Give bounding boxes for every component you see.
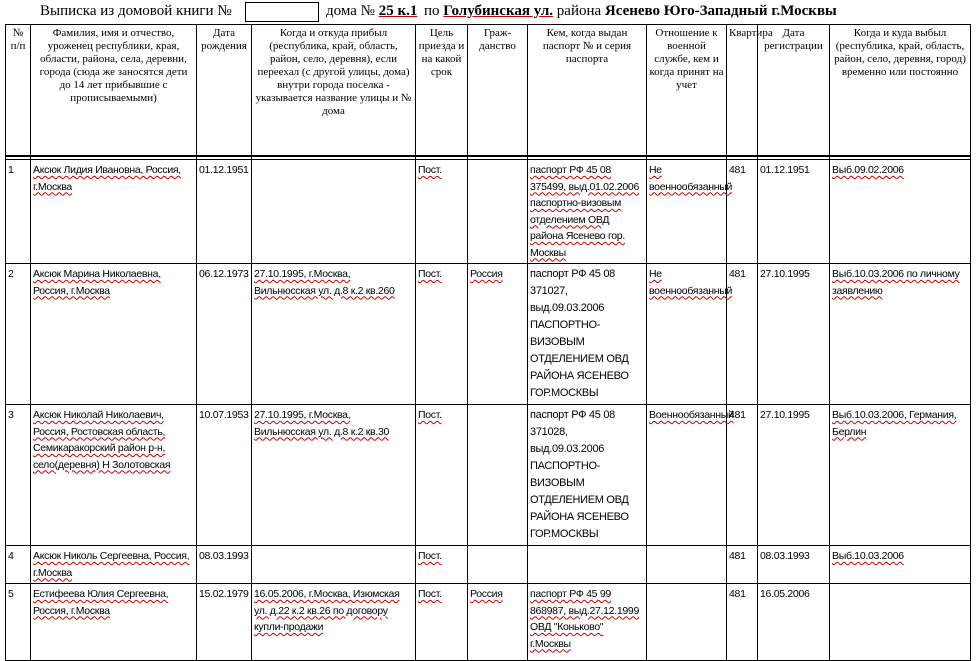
citizenship: Россия — [468, 264, 528, 405]
resident-name: Аксюк Лидия Ивановна, Россия, г.Москва — [31, 160, 197, 264]
resident-name: Аксюк Марина Николаевна, Россия, г.Москва — [31, 264, 197, 405]
military-status: Не военнообязанный — [647, 264, 727, 405]
registration-date: 01.12.1951 — [758, 160, 830, 264]
document-header — [0, 0, 977, 24]
col-name: Фамилия, имя и отчество, уроженец республики, края, области, района, села, деревни, города (сюда же заносятся дети до 14 лет прибывшие с прописываемыми) — [31, 25, 197, 157]
apartment: 481 — [727, 160, 758, 264]
row-number: 4 — [6, 546, 31, 584]
passport-info — [528, 546, 647, 584]
header-prefix: Выписка из домовой книги № — [40, 3, 232, 19]
record-number-box — [245, 2, 319, 22]
street-name: Голубинская ул. — [443, 3, 554, 19]
arrived-from: 16.05.2006, г.Москва, Изюмская ул. д.22 к.2 кв.26 по договору купли-продажи — [252, 584, 416, 661]
citizenship — [468, 160, 528, 264]
birth-date: 06.12.1973 — [197, 264, 252, 405]
citizenship — [468, 405, 528, 546]
arrival-goal: Пост. — [416, 405, 468, 546]
military-status: Военнообязанный — [647, 405, 727, 546]
arrival-goal: Пост. — [416, 160, 468, 264]
birth-date: 15.02.1979 — [197, 584, 252, 661]
table-row — [6, 160, 971, 264]
col-registration: Дата регистрации — [758, 25, 830, 157]
district-name: Ясенево Юго-Западный г.Москвы — [604, 3, 837, 19]
arrival-goal: Пост. — [416, 584, 468, 661]
passport-info: паспорт РФ 45 08 371027, выд.09.03.2006 ПАСПОРТНО-ВИЗОВЫМ ОТДЕЛЕНИЕМ ОВД РАЙОНА ЯСЕНЕВО ГОР.МОСКВЫ — [528, 264, 647, 405]
row-number: 1 — [6, 160, 31, 264]
apartment: 481 — [727, 264, 758, 405]
citizenship: Россия — [468, 584, 528, 661]
registration-date: 27.10.1995 — [758, 264, 830, 405]
resident-name: Естифеева Юлия Сергеевна, Россия, г.Москва — [31, 584, 197, 661]
col-departed: Когда и куда выбыл (республика, край, область, район, село, деревня, город) временно или постоянно — [830, 25, 971, 157]
birth-date: 08.03.1993 — [197, 546, 252, 584]
departed-info: Выб.10.03.2006, Германия, Берлин — [830, 405, 971, 546]
col-passport: Кем, когда выдан паспорт № и серия паспорта — [528, 25, 647, 157]
arrival-goal: Пост. — [416, 546, 468, 584]
military-status — [647, 584, 727, 661]
district-label: района — [556, 3, 602, 19]
military-status: Не военнообязанный — [647, 160, 727, 264]
table-row — [6, 584, 971, 661]
table-row — [6, 264, 971, 405]
arrival-goal: Пост. — [416, 264, 468, 405]
col-number: № п/п — [6, 25, 31, 157]
col-dob: Дата рождения — [197, 25, 252, 157]
row-number: 2 — [6, 264, 31, 405]
resident-name: Аксюк Николай Николаевич, Россия, Ростовская область, Семикаракорский район р-н, село(деревня) Н Золотовская — [31, 405, 197, 546]
arrived-from: 27.10.1995, г.Москва, Вильнюсская ул. д.8 к.2 кв.30 — [252, 405, 416, 546]
col-goal: Цель приезда и на какой срок — [416, 25, 468, 157]
arrived-from: 27.10.1995, г.Москва, Вильнюсская ул. д.8 к.2 кв.260 — [252, 264, 416, 405]
col-citizenship: Граж-данство — [468, 25, 528, 157]
resident-name: Аксюк Николь Сергеевна, Россия, г.Москва — [31, 546, 197, 584]
col-military: Отношение к военной службе, кем и когда принят на учет — [647, 25, 727, 157]
apartment: 481 — [727, 405, 758, 546]
header-house — [326, 3, 417, 20]
table-row — [6, 546, 971, 584]
citizenship — [468, 546, 528, 584]
arrived-from — [252, 546, 416, 584]
registration-date: 16.05.2006 — [758, 584, 830, 661]
street-prefix: по — [424, 3, 440, 19]
departed-info — [830, 584, 971, 661]
table-header-row — [6, 25, 971, 157]
passport-info: паспорт РФ 45 08 375499, выд.01.02.2006 паспортно-визовым отделением ОВД района Ясенево гор. Москвы — [528, 160, 647, 264]
house-number: 25 к.1 — [378, 3, 418, 19]
departed-info: Выб.10.03.2006 по личному заявлению — [830, 264, 971, 405]
departed-info: Выб.09.02.2006 — [830, 160, 971, 264]
departed-info: Выб.10.03.2006 — [830, 546, 971, 584]
table-row — [6, 405, 971, 546]
birth-date: 10.07.1953 — [197, 405, 252, 546]
row-number: 3 — [6, 405, 31, 546]
registration-date: 08.03.1993 — [758, 546, 830, 584]
arrived-from — [252, 160, 416, 264]
military-status — [647, 546, 727, 584]
apartment: 481 — [727, 546, 758, 584]
passport-info: паспорт РФ 45 08 371028, выд.09.03.2006 ПАСПОРТНО-ВИЗОВЫМ ОТДЕЛЕНИЕМ ОВД РАЙОНА ЯСЕНЕВО ГОР.МОСКВЫ — [528, 405, 647, 546]
birth-date: 01.12.1951 — [197, 160, 252, 264]
header-street — [424, 3, 837, 20]
row-number: 5 — [6, 584, 31, 661]
passport-info: паспорт РФ 45 99 868987, выд.27.12.1999 ОВД "Коньково" г.Москвы — [528, 584, 647, 661]
apartment: 481 — [727, 584, 758, 661]
col-apartment: Квартира — [727, 25, 758, 157]
house-label: дома № — [326, 3, 375, 19]
col-arrived: Когда и откуда прибыл (республика, край, область, район, село, деревня), если переехал (с другой улицы, дома) внутри города поселка - указывается название улицы и № дома — [252, 25, 416, 157]
house-register-table — [5, 24, 971, 661]
registration-date: 27.10.1995 — [758, 405, 830, 546]
